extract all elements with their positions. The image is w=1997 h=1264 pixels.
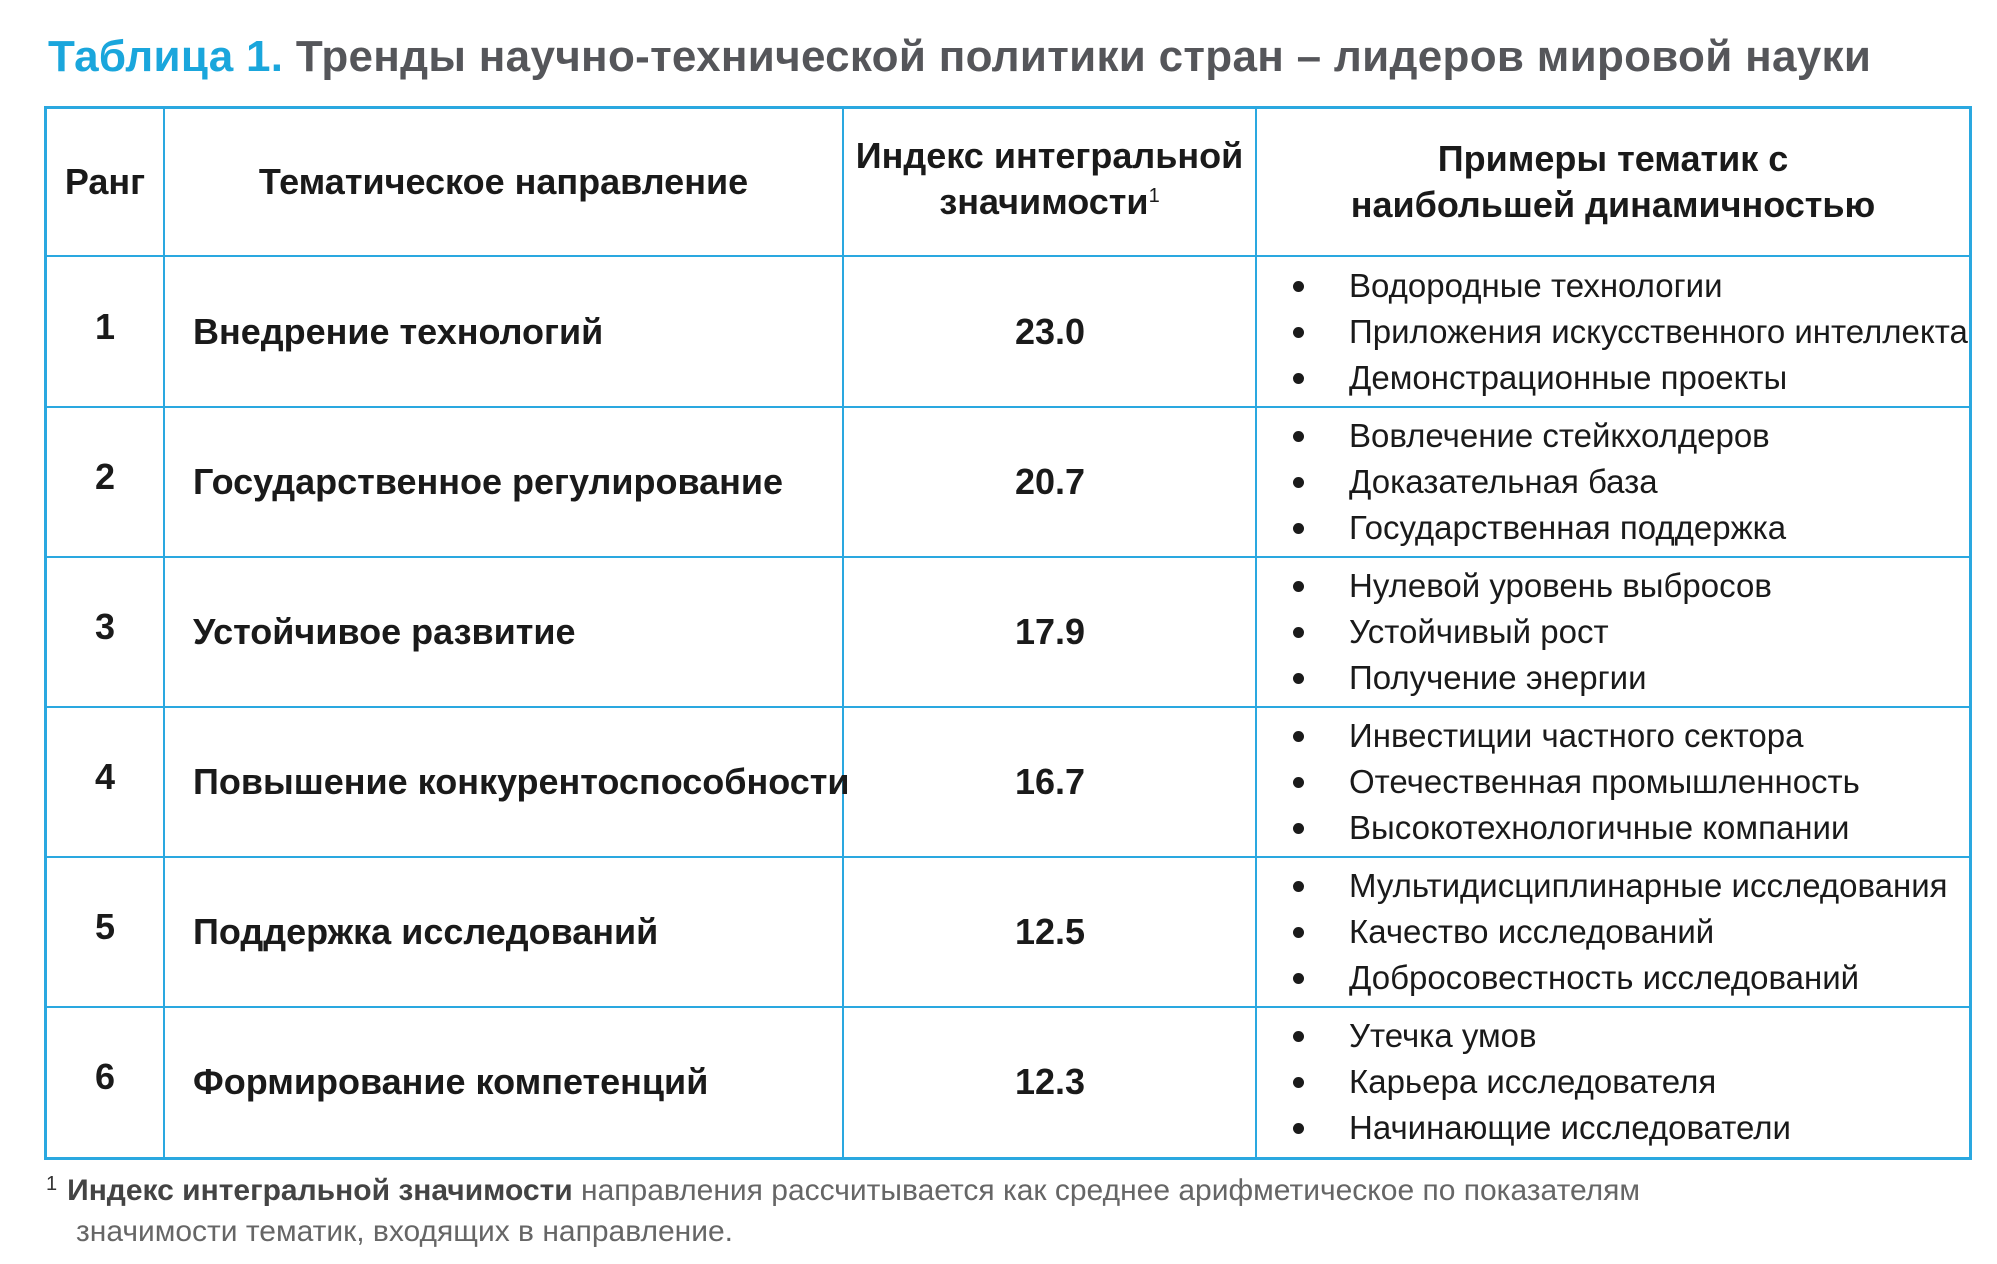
rank-cell: 2 bbox=[94, 456, 116, 497]
direction-cell: Устойчивое развитие bbox=[193, 611, 576, 652]
example-list-item bbox=[1257, 563, 1969, 609]
example-text: Демонстрационные проекты bbox=[1349, 359, 1788, 396]
bullet-icon bbox=[1293, 327, 1304, 338]
example-list-item bbox=[1257, 955, 1969, 1001]
header-index bbox=[844, 109, 1255, 255]
example-text: Водородные технологии bbox=[1349, 267, 1723, 304]
example-text: Нулевой уровень выбросов bbox=[1349, 567, 1772, 604]
direction-cell: Поддержка исследований bbox=[193, 911, 659, 952]
rank-cell: 3 bbox=[94, 606, 116, 647]
bullet-icon bbox=[1293, 477, 1304, 488]
direction-cell: Внедрение технологий bbox=[193, 311, 604, 352]
table-row bbox=[47, 407, 1969, 557]
table-row bbox=[47, 707, 1969, 857]
example-list-item bbox=[1257, 909, 1969, 955]
header-rank: Ранг bbox=[64, 161, 146, 202]
bullet-icon bbox=[1293, 881, 1304, 892]
example-list-item bbox=[1257, 713, 1969, 759]
page-title bbox=[48, 32, 1871, 82]
example-text: Начинающие исследователи bbox=[1349, 1109, 1791, 1146]
example-list-item bbox=[1257, 655, 1969, 701]
table-title-text: Тренды научно-технической политики стран – лидеров мировой науки bbox=[295, 32, 1872, 81]
header-examples: Примеры тематик с наибольшей динамичностью bbox=[1350, 138, 1876, 225]
index-cell: 23.0 bbox=[1014, 311, 1086, 352]
example-text: Высокотехнологичные компании bbox=[1349, 809, 1850, 846]
header-direction: Тематическое направление bbox=[258, 161, 749, 202]
table-number: Таблица 1. bbox=[48, 32, 284, 81]
header-index-line2: значимости bbox=[939, 181, 1149, 222]
footnote-mark: 1 bbox=[46, 1173, 58, 1195]
example-text: Получение энергии bbox=[1349, 659, 1647, 696]
example-list-item bbox=[1257, 309, 1969, 355]
bullet-icon bbox=[1293, 627, 1304, 638]
example-text: Добросовестность исследований bbox=[1349, 959, 1860, 996]
bullet-icon bbox=[1293, 281, 1304, 292]
example-text: Карьера исследователя bbox=[1349, 1063, 1717, 1100]
direction-cell: Повышение конкурентоспособности bbox=[193, 761, 850, 802]
example-list-item bbox=[1257, 863, 1969, 909]
bullet-icon bbox=[1293, 823, 1304, 834]
example-text: Вовлечение стейкхолдеров bbox=[1349, 417, 1770, 454]
direction-cell: Государственное регулирование bbox=[193, 461, 784, 502]
example-text: Государственная поддержка bbox=[1349, 509, 1787, 546]
footnote-text-line1: направления рассчитывается как среднее арифметическое по показателям bbox=[572, 1174, 1641, 1207]
examples-cell bbox=[1257, 557, 1969, 707]
examples-cell bbox=[1257, 707, 1969, 857]
bullet-icon bbox=[1293, 1123, 1304, 1134]
example-list-item bbox=[1257, 1105, 1969, 1151]
index-cell: 12.5 bbox=[1014, 911, 1086, 952]
example-list-item bbox=[1257, 459, 1969, 505]
rank-cell: 6 bbox=[94, 1056, 116, 1097]
bullet-icon bbox=[1293, 581, 1304, 592]
bullet-icon bbox=[1293, 973, 1304, 984]
bullet-icon bbox=[1293, 927, 1304, 938]
bullet-icon bbox=[1293, 731, 1304, 742]
rank-cell: 5 bbox=[94, 906, 116, 947]
example-text: Качество исследований bbox=[1349, 913, 1715, 950]
index-cell: 16.7 bbox=[1014, 761, 1086, 802]
trends-table bbox=[44, 106, 1972, 1160]
index-cell: 20.7 bbox=[1014, 461, 1086, 502]
footnote bbox=[46, 1172, 1640, 1251]
rank-cell: 1 bbox=[94, 306, 116, 347]
examples-cell bbox=[1257, 257, 1969, 407]
example-text: Мультидисциплинарные исследования bbox=[1349, 867, 1948, 904]
example-text: Приложения искусственного интеллекта bbox=[1349, 313, 1968, 350]
bullet-icon bbox=[1293, 431, 1304, 442]
table-row bbox=[47, 257, 1969, 407]
direction-cell: Формирование компетенций bbox=[193, 1061, 709, 1102]
example-list-item bbox=[1257, 263, 1969, 309]
example-list-item bbox=[1257, 1059, 1969, 1105]
header-index-line1: Индекс интегральной bbox=[855, 135, 1244, 176]
examples-cell bbox=[1257, 857, 1969, 1007]
example-text: Устойчивый рост bbox=[1349, 613, 1609, 650]
example-text: Утечка умов bbox=[1349, 1017, 1537, 1054]
bullet-icon bbox=[1293, 673, 1304, 684]
index-cell: 17.9 bbox=[1014, 611, 1086, 652]
example-text: Инвестиции частного сектора bbox=[1349, 717, 1804, 754]
footnote-bold: Индекс интегральной значимости bbox=[67, 1174, 573, 1207]
example-text: Отечественная промышленность bbox=[1349, 763, 1860, 800]
bullet-icon bbox=[1293, 523, 1304, 534]
example-list-item bbox=[1257, 413, 1969, 459]
example-list-item bbox=[1257, 1013, 1969, 1059]
example-list-item bbox=[1257, 609, 1969, 655]
bullet-icon bbox=[1293, 373, 1304, 384]
table-row bbox=[47, 857, 1969, 1007]
rank-cell: 4 bbox=[94, 756, 116, 797]
examples-cell bbox=[1257, 1007, 1969, 1157]
table-row bbox=[47, 557, 1969, 707]
footnote-reference: 1 bbox=[1148, 185, 1160, 207]
table-row bbox=[47, 1007, 1969, 1157]
example-list-item bbox=[1257, 805, 1969, 851]
examples-cell bbox=[1257, 407, 1969, 557]
example-list-item bbox=[1257, 355, 1969, 401]
footnote-text-line2: значимости тематик, входящих в направление. bbox=[76, 1215, 733, 1248]
bullet-icon bbox=[1293, 1031, 1304, 1042]
bullet-icon bbox=[1293, 777, 1304, 788]
bullet-icon bbox=[1293, 1077, 1304, 1088]
index-cell: 12.3 bbox=[1014, 1061, 1086, 1102]
example-text: Доказательная база bbox=[1349, 463, 1658, 500]
example-list-item bbox=[1257, 505, 1969, 551]
example-list-item bbox=[1257, 759, 1969, 805]
